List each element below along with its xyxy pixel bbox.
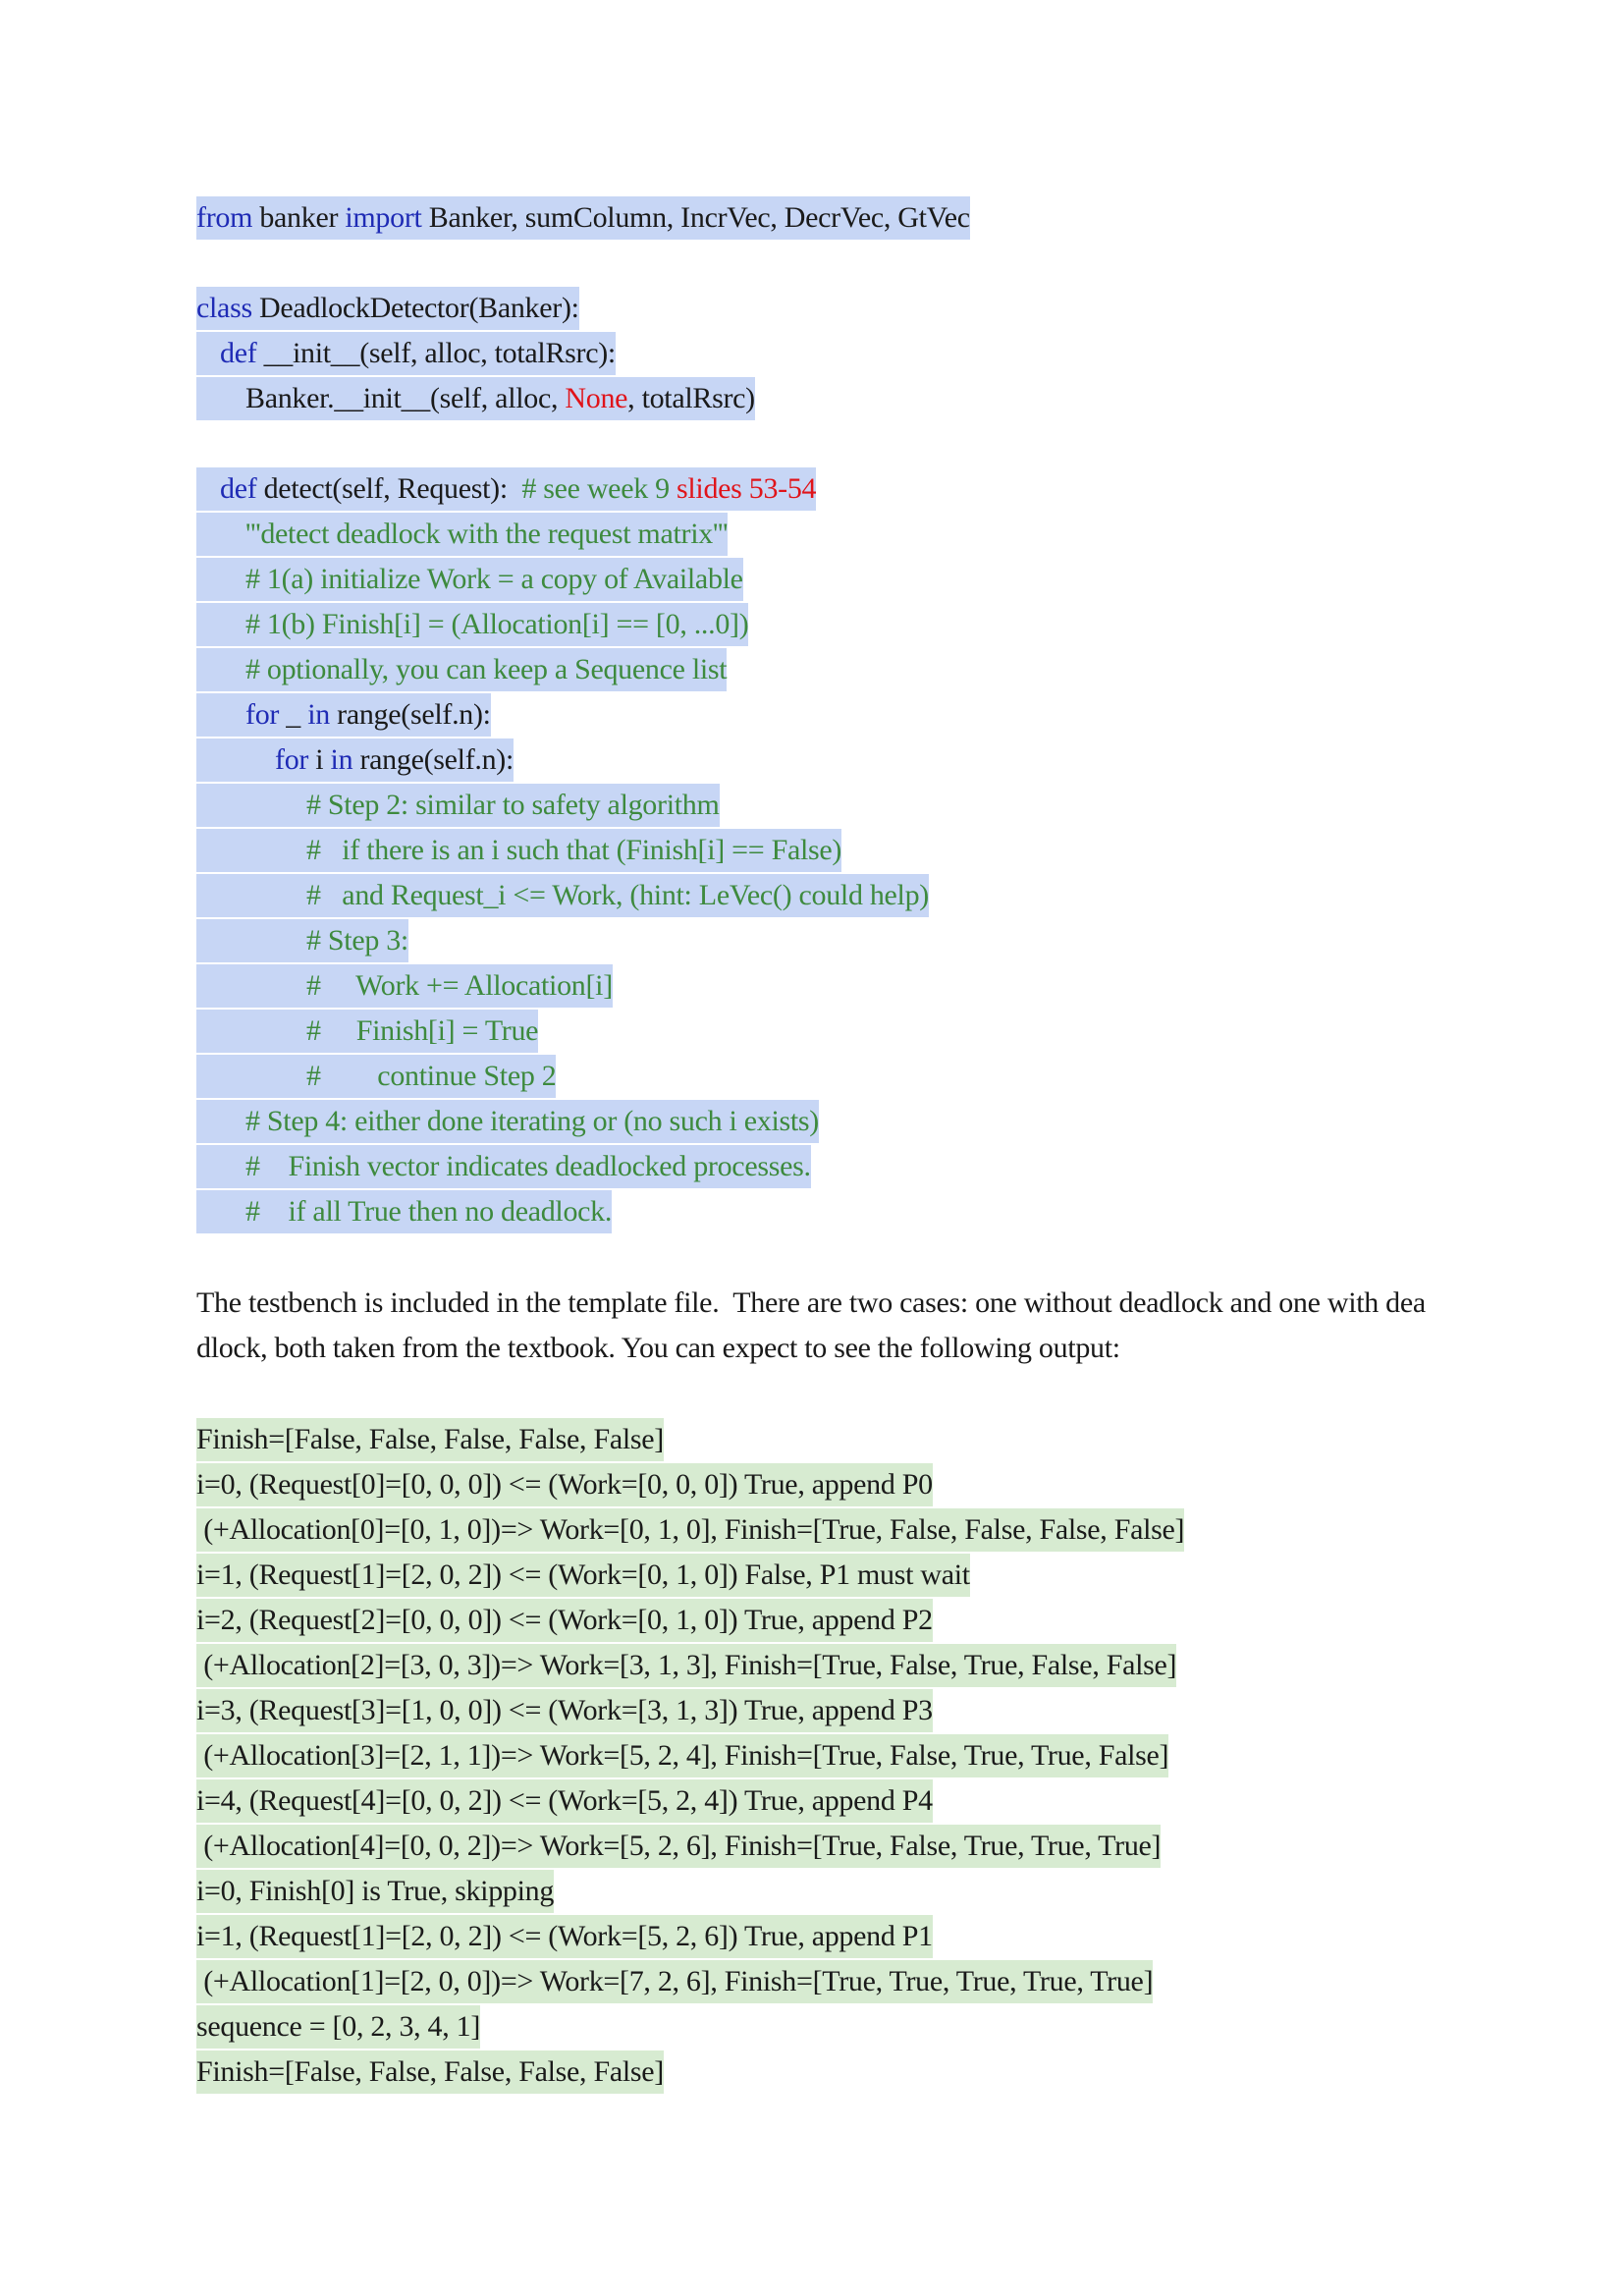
output-line: (+Allocation[3]=[2, 1, 1])=> Work=[5, 2, 4], Finish=[True, False, True, True, False] — [196, 1734, 1168, 1777]
code-text: i — [308, 743, 331, 776]
output-line: i=2, (Request[2]=[0, 0, 0]) <= (Work=[0, 1, 0]) True, append P2 — [196, 1599, 933, 1642]
code-comment-sequence: # optionally, you can keep a Sequence list — [196, 648, 727, 691]
code-text: banker — [252, 201, 346, 234]
output-line: Finish=[False, False, False, False, False] — [196, 1418, 664, 1461]
code-text: detect(self, Request): — [256, 472, 522, 505]
code-comment-1a: # 1(a) initialize Work = a copy of Available — [196, 558, 743, 601]
paragraph-line: The testbench is included in the template file. There are two cases: one without deadlock and one with dea — [196, 1286, 1426, 1319]
slides-reference: slides 53-54 — [677, 472, 817, 505]
none-literal: None — [565, 382, 628, 414]
code-text: range(self.n): — [352, 743, 514, 776]
output-line: i=1, (Request[1]=[2, 0, 2]) <= (Work=[0, 1, 0]) False, P1 must wait — [196, 1554, 970, 1597]
code-text: DeadlockDetector(Banker): — [251, 292, 579, 324]
keyword-class: class — [196, 292, 252, 324]
keyword-def: def — [220, 337, 257, 369]
output-line: (+Allocation[1]=[2, 0, 0])=> Work=[7, 2, 6], Finish=[True, True, True, True, True] — [196, 1960, 1153, 2003]
code-line-for-inner — [196, 738, 514, 782]
keyword-in: in — [330, 743, 353, 776]
keyword-in: in — [307, 698, 330, 731]
output-line: (+Allocation[4]=[0, 0, 2])=> Work=[5, 2, 6], Finish=[True, False, True, True, True] — [196, 1825, 1161, 1868]
keyword-from: from — [196, 201, 253, 234]
code-comment-continue: # continue Step 2 — [196, 1055, 556, 1098]
code-comment-work: # Work += Allocation[i] — [196, 964, 613, 1008]
code-comment-if: # if there is an i such that (Finish[i] == False) — [196, 829, 841, 872]
code-comment-all-true: # if all True then no deadlock. — [196, 1190, 612, 1233]
code-comment: # see week 9 — [521, 472, 677, 505]
code-line-for-outer — [196, 693, 491, 737]
code-text: _ — [279, 698, 308, 731]
code-text: __init__(self, alloc, totalRsrc): — [256, 337, 616, 369]
code-comment-step3: # Step 3: — [196, 919, 408, 962]
paragraph-line: dlock, both taken from the textbook. You can expect to see the following output: — [196, 1332, 1120, 1364]
code-comment-vector: # Finish vector indicates deadlocked processes. — [196, 1145, 811, 1188]
code-line-class — [196, 287, 579, 330]
code-line-import — [196, 196, 970, 240]
code-comment-step4: # Step 4: either done iterating or (no such i exists) — [196, 1100, 819, 1143]
code-line-detect-def — [196, 467, 816, 511]
output-line: i=3, (Request[3]=[1, 0, 0]) <= (Work=[3, 1, 3]) True, append P3 — [196, 1689, 933, 1732]
code-line-init-body — [196, 377, 755, 420]
code-comment-step2: # Step 2: similar to safety algorithm — [196, 784, 720, 827]
keyword-import: import — [345, 201, 422, 234]
output-line: (+Allocation[0]=[0, 1, 0])=> Work=[0, 1, 0], Finish=[True, False, False, False, False] — [196, 1508, 1184, 1552]
output-line: Finish=[False, False, False, False, False] — [196, 2050, 664, 2094]
code-docstring: '''detect deadlock with the request matrix''' — [196, 513, 728, 556]
output-line: i=0, (Request[0]=[0, 0, 0]) <= (Work=[0, 0, 0]) True, append P0 — [196, 1463, 933, 1506]
output-line: sequence = [0, 2, 3, 4, 1] — [196, 2005, 480, 2049]
code-line-init-def — [196, 332, 616, 375]
code-text: range(self.n): — [329, 698, 491, 731]
output-line: i=1, (Request[1]=[2, 0, 2]) <= (Work=[5, 2, 6]) True, append P1 — [196, 1915, 933, 1958]
code-text: , totalRsrc) — [627, 382, 755, 414]
output-line: (+Allocation[2]=[3, 0, 3])=> Work=[3, 1, 3], Finish=[True, False, True, False, False] — [196, 1644, 1176, 1687]
code-text: Banker.__init__(self, alloc, — [245, 382, 566, 414]
keyword-def: def — [220, 472, 257, 505]
output-line: i=0, Finish[0] is True, skipping — [196, 1870, 554, 1913]
testbench-paragraph — [196, 1281, 1453, 1371]
code-comment-finish: # Finish[i] = True — [196, 1010, 538, 1053]
output-line: i=4, (Request[4]=[0, 0, 2]) <= (Work=[5, 2, 4]) True, append P4 — [196, 1779, 933, 1823]
keyword-for: for — [245, 698, 280, 731]
code-comment-and: # and Request_i <= Work, (hint: LeVec() could help) — [196, 874, 929, 917]
code-comment-1b: # 1(b) Finish[i] = (Allocation[i] == [0, ...0]) — [196, 603, 748, 646]
keyword-for: for — [275, 743, 309, 776]
code-text: Banker, sumColumn, IncrVec, DecrVec, GtVec — [421, 201, 970, 234]
